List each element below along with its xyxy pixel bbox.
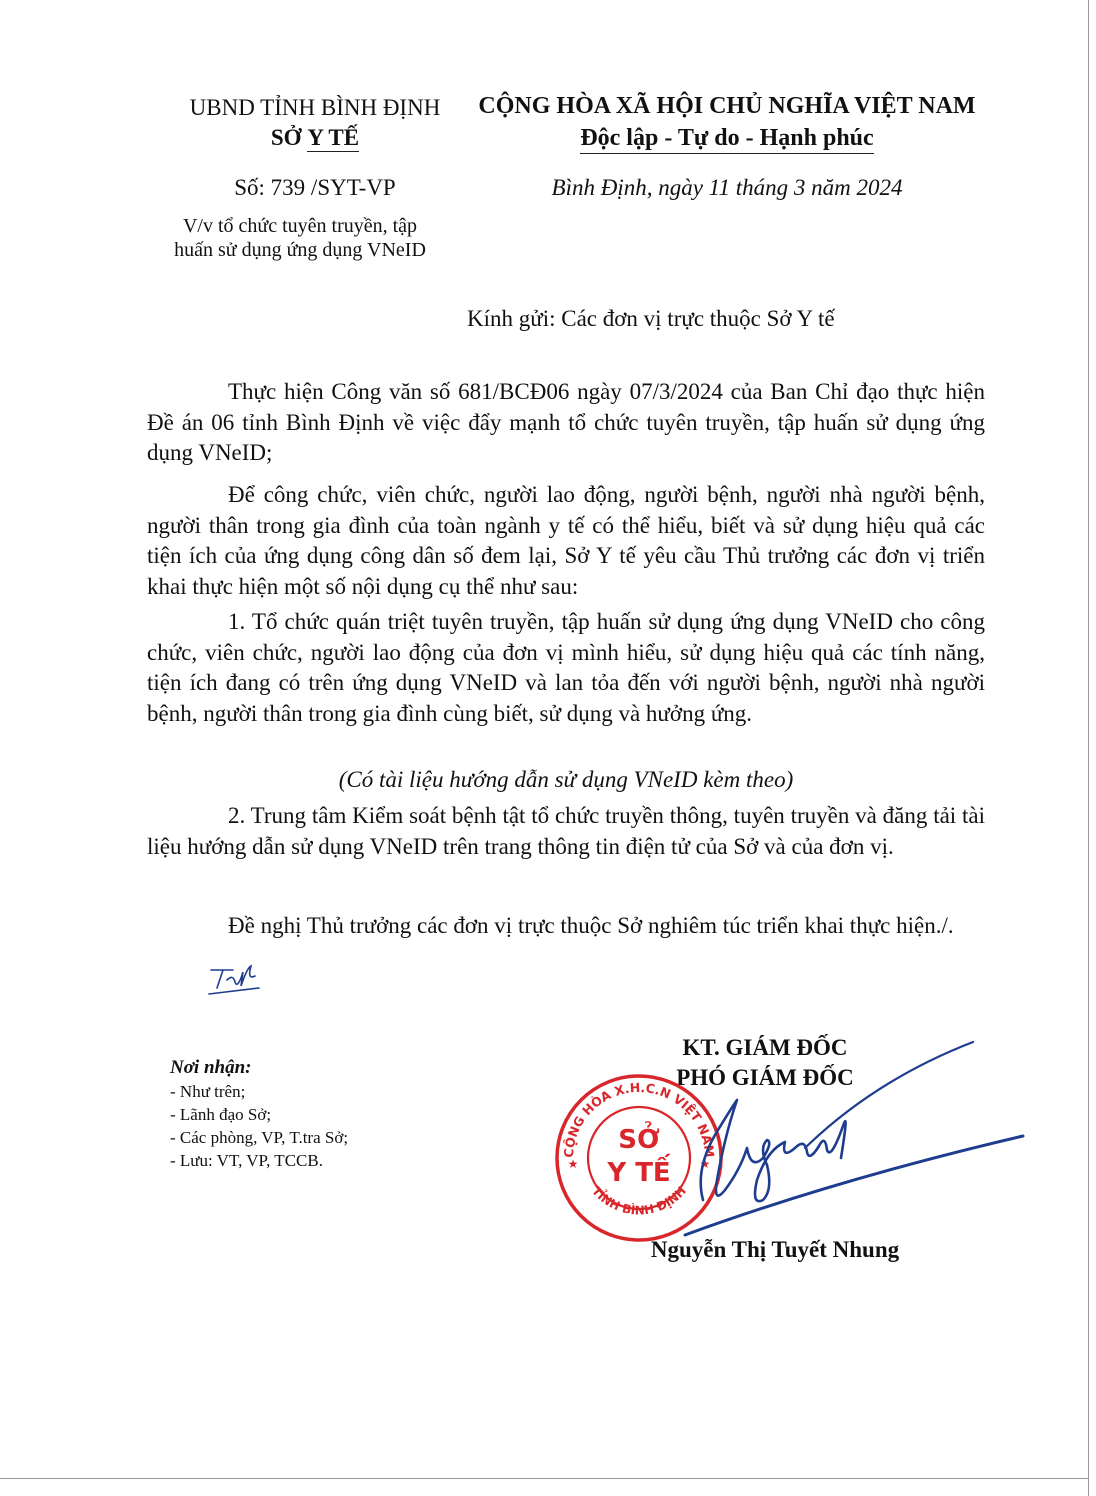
noi-nhan-item: - Lưu: VT, VP, TCCB. xyxy=(170,1151,323,1170)
paragraph-2-text: Để công chức, viên chức, người lao động, người bệnh, người nhà người bệnh, người thân trong gia đình của toàn ngành y tế có thể hiểu, biết và sử dụng hiệu quả các tiện ích của ứng dụng công dân số đem lại, Sở Y tế yêu cầu Thủ trưởng các đơn vị triển khai thực hiện một số nội dụng cụ thể như sau: xyxy=(147,482,985,599)
noi-nhan-title: Nơi nhận: xyxy=(170,1057,252,1078)
paragraph-2 xyxy=(147,480,985,602)
paragraph-3-text: 1. Tổ chức quán triệt tuyên truyền, tập huấn sử dụng ứng dụng VNeID cho công chức, viên chức, người lao động của đơn vị mình hiểu, sử dụng hiệu quả các tính năng, tiện ích đang có trên ứng dụng VNeID và lan tỏa đến với người bệnh, người nhà người bệnh, người thân trong gia đình cùng biết, sử dụng và hưởng ứng. xyxy=(147,609,985,726)
subject-line-2: huấn sử dụng ứng dụng VNeID xyxy=(174,239,426,261)
paragraph-5-text: 2. Trung tâm Kiểm soát bệnh tật tổ chức truyền thông, tuyên truyền và đăng tải tài liệu hướng dẫn sử dụng VNeID trên trang thông tin điện tử của Sở và của đơn vị. xyxy=(147,803,985,859)
paragraph-1 xyxy=(147,377,985,469)
document-number: Số: 739 /SYT-VP xyxy=(234,175,396,200)
page-edge-right xyxy=(1088,0,1089,1496)
signer-name: Nguyễn Thị Tuyết Nhung xyxy=(650,1237,900,1262)
country-name: CỘNG HÒA XÃ HỘI CHỦ NGHĨA VIỆT NAM xyxy=(478,93,976,119)
paragraph-6-text: Đề nghị Thủ trưởng các đơn vị trực thuộc Sở nghiêm túc triển khai thực hiện./. xyxy=(228,913,954,938)
seal-center-line-2: Y TẾ xyxy=(607,1158,671,1188)
attachment-note-text: (Có tài liệu hướng dẫn sử dụng VNeID kèm theo) xyxy=(338,767,794,792)
subject-line-1: V/v tổ chức tuyên truyền, tập xyxy=(182,215,418,237)
org-parent: UBND TỈNH BÌNH ĐỊNH xyxy=(189,95,441,120)
org-name-prefix: SỞ xyxy=(270,125,308,150)
noi-nhan-item: - Như trên; xyxy=(170,1082,246,1101)
seal-star-icon: ★ xyxy=(567,1157,579,1171)
seal-star-icon: ★ xyxy=(699,1157,711,1171)
initials-mark xyxy=(203,958,275,998)
motto xyxy=(474,125,980,154)
handwritten-signature xyxy=(655,1030,1035,1240)
attachment-note xyxy=(147,765,985,796)
noi-nhan-item: - Các phòng, VP, T.tra Sở; xyxy=(170,1128,349,1147)
org-name-underlined: Y TẾ xyxy=(307,125,359,152)
paragraph-1-text: Thực hiện Công văn số 681/BCĐ06 ngày 07/3/2024 của Ban Chỉ đạo thực hiện Đề án 06 tỉnh Bình Định về việc đẩy mạnh tổ chức tuyên truyền, tập huấn sử dụng ứng dụng VNeID; xyxy=(147,379,985,466)
recipient: Kính gửi: Các đơn vị trực thuộc Sở Y tế xyxy=(467,306,835,331)
seal-center-line-1: SỞ xyxy=(618,1125,660,1155)
seal-bottom-text: TỈNH BÌNH ĐỊNH xyxy=(589,1183,689,1218)
signature-title-2: PHÓ GIÁM ĐỐC xyxy=(676,1065,854,1090)
org-name xyxy=(150,125,480,152)
noi-nhan-item: - Lãnh đạo Sở; xyxy=(170,1105,272,1124)
place-date: Bình Định, ngày 11 tháng 3 năm 2024 xyxy=(551,175,903,200)
page-edge-bottom xyxy=(0,1478,1089,1479)
motto-text: Độc lập - Tự do - Hạnh phúc xyxy=(580,125,873,154)
paragraph-3 xyxy=(147,607,985,729)
paragraph-5 xyxy=(147,801,985,862)
signature-title-1: KT. GIÁM ĐỐC xyxy=(682,1035,848,1060)
seal-ring-text: CỘNG HÒA X.H.C.N VIỆT NAM xyxy=(560,1079,718,1159)
paragraph-6 xyxy=(147,911,985,942)
